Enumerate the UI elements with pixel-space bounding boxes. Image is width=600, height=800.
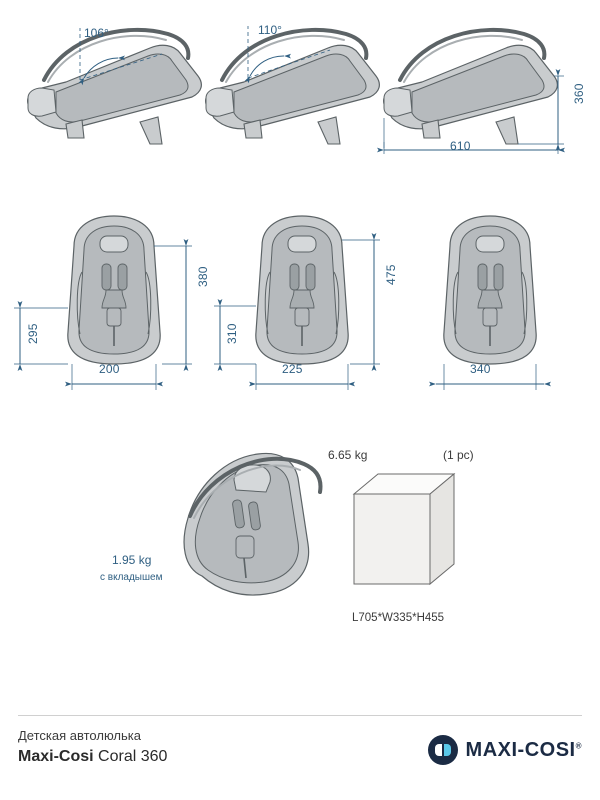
side-view-right <box>384 30 564 154</box>
dimension-v2-lower-310: 310 <box>225 323 239 344</box>
box-weight-label: 6.65 kg <box>328 448 368 462</box>
side-view-middle <box>206 26 380 144</box>
maxi-cosi-logo-icon <box>428 735 458 765</box>
seat-weight-label: 1.95 kg <box>112 553 152 567</box>
product-model <box>18 748 167 766</box>
dimension-v1-width-200: 200 <box>99 362 120 376</box>
product-brand-text: Maxi-Cosi <box>18 748 94 765</box>
angle-label-middle: 110° <box>258 23 282 37</box>
perspective-seat-view <box>184 453 320 595</box>
seat-weight-note: с вкладышем <box>100 572 163 583</box>
dimension-height-360: 360 <box>572 83 586 104</box>
dimension-v3-width-340: 340 <box>470 362 491 376</box>
footer-divider <box>18 715 582 716</box>
box-dimensions-label: L705*W335*H455 <box>352 612 445 624</box>
trademark-symbol: ® <box>575 740 582 750</box>
brand-logo <box>428 735 582 765</box>
brand-wordmark-text: MAXI-COSI <box>465 738 576 761</box>
dimension-length-610: 610 <box>450 139 471 153</box>
dimension-v1-height-380: 380 <box>196 266 210 287</box>
carton-box <box>354 474 454 584</box>
brand-wordmark <box>466 739 582 762</box>
dimension-v2-width-225: 225 <box>282 362 303 376</box>
product-model-text: Coral 360 <box>98 748 168 765</box>
product-category: Детская автолюлька <box>18 728 141 743</box>
angle-label-left: 106° <box>84 26 109 40</box>
box-pieces-label: (1 pc) <box>443 448 474 462</box>
dimension-v2-height-475: 475 <box>384 264 398 285</box>
dimension-v1-lower-295: 295 <box>26 323 40 344</box>
side-view-left <box>28 28 202 144</box>
